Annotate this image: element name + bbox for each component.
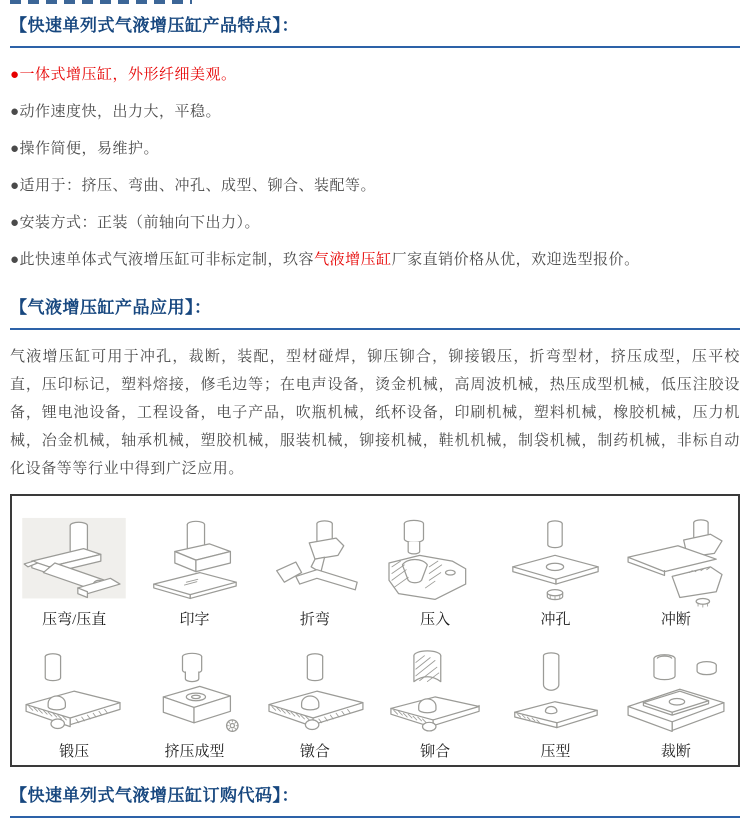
grid-cell xyxy=(14,498,134,631)
illustration-label: 冲断 xyxy=(660,611,691,628)
feature-bullet-custom xyxy=(10,249,740,271)
illustration-label: 铆合 xyxy=(420,744,451,760)
feature-bullet: ●操作简便，易维护。 xyxy=(10,140,160,157)
features-bullet-list xyxy=(10,64,740,271)
forging-illustration xyxy=(20,649,128,741)
illustration-label: 压入 xyxy=(420,611,451,628)
bend-straighten-illustration xyxy=(20,517,128,609)
press-forming-illustration xyxy=(501,649,609,741)
applications-paragraph: 气液增压缸可用于冲孔，裁断，装配，型材碰焊，铆压铆合，铆接锻压，折弯型材，挤压成型，压平校直，压印标记，塑料熔接，修毛边等；在电声设备，烫金机械，高周波机械，热压成型机械，低压注胶设备，锂电池设备，工程设备，电子产品，吹瓶机械，纸杯设备，印刷机械，塑料机械，橡胶机械，压力机械，冶金机械，轴承机械，塑胶机械，服装机械，铆接机械，鞋机机械，制袋机械，制药机械，非标自动化设备等等行业中得到广泛应用。 xyxy=(10,348,740,477)
grid-cell xyxy=(134,631,254,764)
grid-cell xyxy=(616,631,736,764)
grid-cell xyxy=(14,631,134,764)
grid-cell xyxy=(375,498,495,631)
feature-bullet: ●适用于：挤压、弯曲、冲孔、成型、铆合、装配等。 xyxy=(10,177,377,194)
grid-cell xyxy=(255,498,375,631)
grid-cell xyxy=(134,498,254,631)
grid-cell xyxy=(616,498,736,631)
illustration-label: 镦合 xyxy=(299,744,330,760)
applications-illustration-grid xyxy=(10,494,740,767)
grid-cell xyxy=(375,631,495,764)
feature-bullet: ●一体式增压缸，外形纤细美观。 xyxy=(10,66,237,83)
feature-bullet: ●安装方式：正装（前轴向下出力）。 xyxy=(10,214,261,231)
upsetting-illustration xyxy=(261,649,369,741)
illustration-label: 挤压成型 xyxy=(164,744,225,760)
features-section-title: 【快速单列式气液增压缸产品特点】： xyxy=(10,4,740,48)
punching-illustration xyxy=(501,517,609,609)
illustration-label: 折弯 xyxy=(299,611,330,628)
order-code-section-title: 【快速单列式气液增压缸订购代码】： xyxy=(10,774,740,818)
applications-section-title: 【气液增压缸产品应用】： xyxy=(10,286,740,330)
illustration-label: 冲孔 xyxy=(540,611,571,628)
clipped-text-remnant xyxy=(10,0,192,4)
cut-off-illustration xyxy=(622,517,730,609)
grid-cell xyxy=(495,631,615,764)
illustration-label: 压型 xyxy=(540,744,571,760)
marking-illustration xyxy=(140,517,248,609)
grid-cell xyxy=(495,498,615,631)
cutting-illustration xyxy=(622,649,730,741)
custom-bullet-suffix: 厂家直销价格从优，欢迎选型报价。 xyxy=(391,251,640,268)
custom-bullet-prefix: ●此快速单体式气液增压缸可非标定制，玖容 xyxy=(10,251,315,268)
riveting-illustration xyxy=(381,649,489,741)
illustration-label: 裁断 xyxy=(660,744,691,760)
extrusion-forming-illustration xyxy=(140,649,248,741)
press-in-illustration xyxy=(381,517,489,609)
booster-cylinder-link[interactable]: 气液增压缸 xyxy=(314,251,392,268)
feature-bullet: ●动作速度快，出力大，平稳。 xyxy=(10,103,222,120)
illustration-label: 压弯/压直 xyxy=(42,611,107,628)
grid-cell xyxy=(255,631,375,764)
bending-illustration xyxy=(261,517,369,609)
illustration-label: 锻压 xyxy=(59,744,90,760)
illustration-label: 印字 xyxy=(179,611,210,628)
